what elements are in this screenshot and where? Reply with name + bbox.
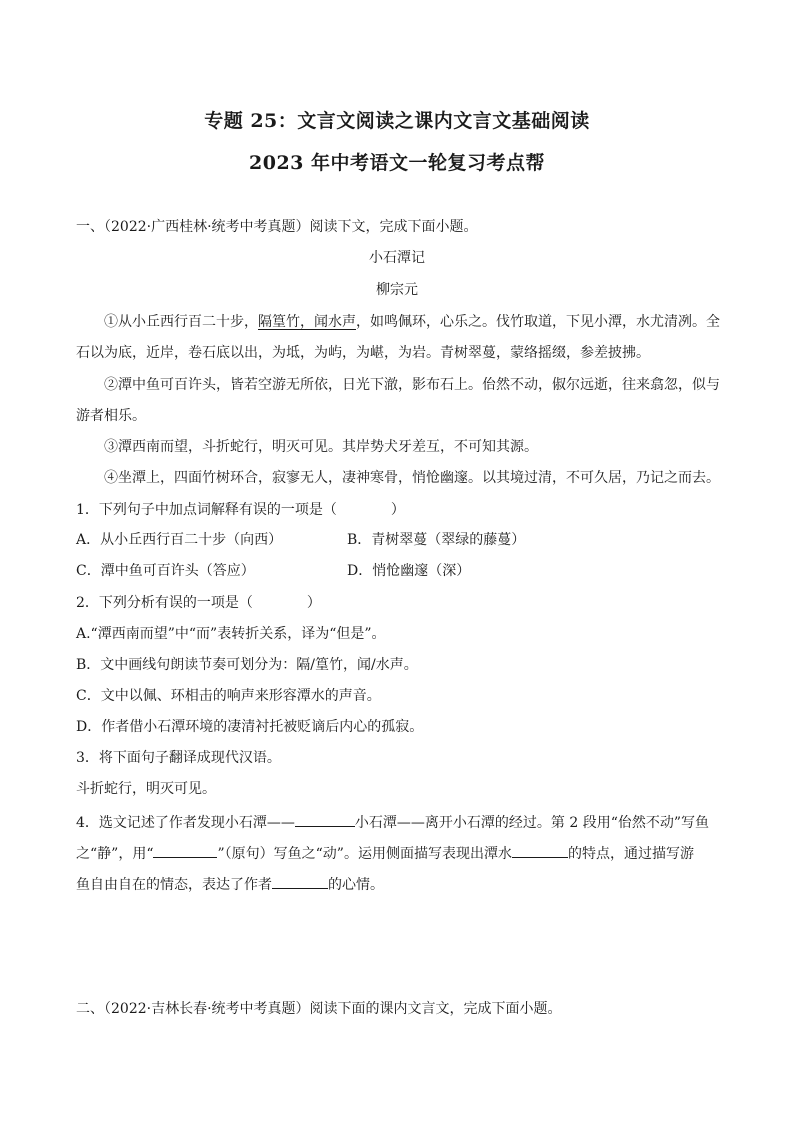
q2-stem-text: 2．下列分析有误的一项是（ — [76, 595, 253, 611]
passage-paragraph-1-line-2: 石以为底，近岸，卷石底以出，为坻，为屿，为嵁，为岩。青树翠蔓，蒙络摇缀，参差披拂。 — [76, 345, 650, 361]
p1-underlined-sentence: 隔篁竹，闻水声 — [258, 314, 356, 330]
section-2-heading: 二、（2022·吉林长春·统考中考真题）阅读下面的课内文言文，完成下面小题。 — [76, 1001, 562, 1017]
question-1-option-b: B．青树翠蔓（翠绿的藤蔓） — [347, 532, 526, 548]
p1-text-a: ①从小丘西行百二十步， — [104, 314, 258, 330]
question-1-option-d: D．悄怆幽邃（深） — [347, 563, 471, 579]
question-2-option-d: D．作者借小石潭环境的凄清衬托被贬谪后内心的孤寂。 — [76, 719, 424, 735]
q4-blank-3[interactable] — [512, 843, 568, 858]
passage-paragraph-4: ④坐潭上，四面竹树环合，寂寥无人，凄神寒骨，悄怆幽邃。以其境过清，不可久居，乃记之而去。 — [104, 470, 720, 486]
passage-author: 柳宗元 — [376, 282, 418, 298]
q1-stem-close: ） — [390, 502, 405, 518]
q4-text-5: 的特点，通过描写游 — [567, 846, 694, 862]
p1-text-b: ，如鸣佩环，心乐之。伐竹取道，下见小潭，水尤清冽。全 — [356, 314, 720, 330]
q4-text-3: 之“静”，用“ — [76, 846, 154, 862]
question-2-option-a: A.“潭西南而望”中“而”表转折关系，译为“但是”。 — [76, 626, 386, 642]
question-1-option-c: C．潭中鱼可百许头（答应） — [76, 563, 255, 579]
q2-stem-close: ） — [306, 595, 321, 611]
question-4-line-3 — [76, 874, 726, 894]
q4-blank-4[interactable] — [272, 874, 328, 889]
q1-stem-text: 1．下列句子中加点词解释有误的一项是（ — [76, 502, 337, 518]
q4-blank-2[interactable] — [153, 843, 217, 858]
question-3-sentence: 斗折蛇行，明灭可见。 — [76, 781, 216, 797]
question-1-option-a: A．从小丘西行百二十步（向西） — [76, 532, 283, 548]
q4-text-1: 4．选文记述了作者发现小石潭—— — [76, 815, 295, 831]
passage-paragraph-2-line-1: ②潭中鱼可百许头，皆若空游无所依，日光下澈，影布石上。佁然不动，俶尔远逝，往来翕忽，似与 — [104, 377, 720, 393]
question-4-line-2 — [76, 843, 726, 863]
q4-blank-1[interactable] — [295, 812, 355, 827]
question-2-stem — [76, 594, 726, 612]
q4-text-7: 的心情。 — [328, 877, 384, 893]
passage-paragraph-1-line-1 — [104, 313, 754, 331]
question-2-option-c: C．文中以佩、环相击的响声来形容潭水的声音。 — [76, 688, 381, 704]
document-subtitle: 2023 年中考语文一轮复习考点帮 — [249, 152, 545, 174]
question-1-stem — [76, 501, 726, 519]
q4-text-4: ”（原句）写鱼之“动”。运用侧面描写表现出潭水 — [217, 846, 512, 862]
question-4-line-1 — [76, 812, 726, 832]
q4-text-2: 小石潭——离开小石潭的经过。第 2 段用“佁然不动”写鱼 — [354, 815, 710, 831]
passage-title: 小石潭记 — [369, 250, 425, 266]
question-3-stem: 3．将下面句子翻译成现代汉语。 — [76, 750, 281, 766]
question-2-option-b: B．文中画线句朗读节奏可划分为：隔/篁竹，闻/水声。 — [76, 657, 418, 673]
passage-paragraph-2-line-2: 游者相乐。 — [76, 408, 146, 424]
document-title: 专题 25：文言文阅读之课内文言文基础阅读 — [204, 110, 590, 132]
q4-text-6: 鱼自由自在的情态，表达了作者 — [76, 877, 272, 893]
section-1-heading: 一、（2022·广西桂林·统考中考真题）阅读下文，完成下面小题。 — [76, 219, 478, 235]
passage-paragraph-3: ③潭西南而望，斗折蛇行，明灭可见。其岸势犬牙差互，不可知其源。 — [104, 439, 538, 455]
